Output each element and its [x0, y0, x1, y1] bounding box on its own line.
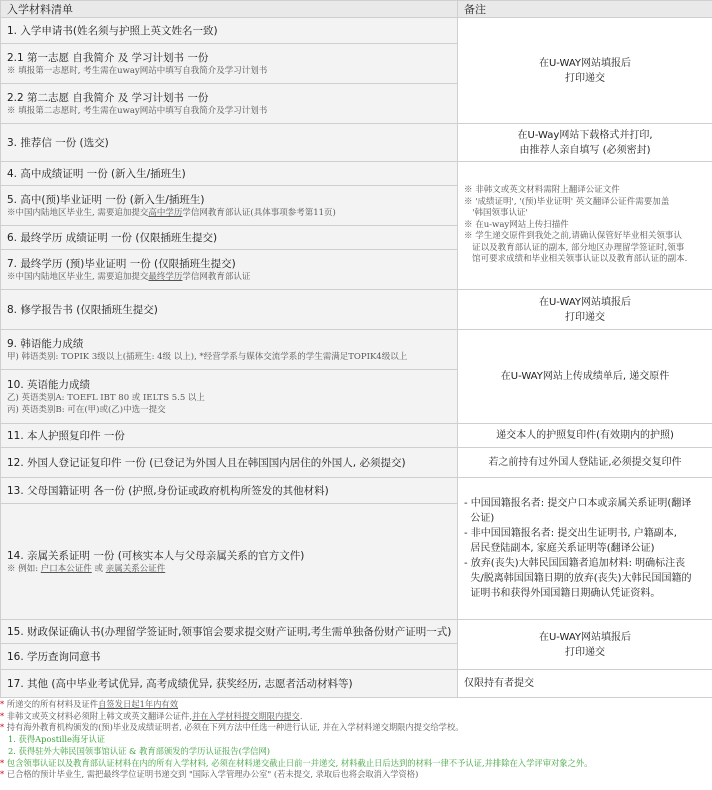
item-label: 10. 英语能力成绩	[7, 379, 91, 391]
item-note: 丙) 英语类别B: 可在(甲)或(乙)中选一提交	[7, 405, 166, 415]
star-mark: *	[0, 710, 5, 721]
footer-line-2	[0, 711, 712, 723]
item-9	[1, 330, 458, 370]
item-16	[1, 644, 458, 670]
note-4-7	[458, 162, 712, 290]
table-row	[1, 124, 712, 162]
item-note: ※ 填报第二志愿时, 考生需在uway网站中填写自我简介及学习计划书	[7, 106, 268, 116]
item-note	[7, 207, 457, 219]
header-materials: 入学材料清单	[1, 1, 458, 18]
footer-line-4	[0, 734, 712, 746]
note-11	[458, 424, 712, 448]
table-row	[1, 290, 712, 330]
note-line: ※ '成绩证明', '(预)毕业证明' 英文翻译公证件需要加盖	[464, 196, 670, 207]
note-line: - 非中国国籍报名者: 提交出生证明书, 户籍副本,	[464, 528, 677, 539]
note-list	[464, 185, 706, 266]
note-line: 在U-WAY网站上传成绩单后, 递交原件	[500, 371, 670, 382]
note-line: - 放弃(丧失)大韩民国国籍者追加材料: 明确标注丧	[464, 558, 686, 569]
note-line: ※ 在u-way网站上传扫描件	[464, 219, 569, 230]
note-line: 打印递交	[565, 311, 605, 323]
note-line: 由推荐人亲自填写 (必须密封)	[519, 144, 651, 156]
footer-text: 1. 获得Apostille海牙认证	[8, 734, 106, 745]
table-row	[1, 18, 712, 44]
star-mark: *	[0, 722, 5, 733]
footer-text: 持有海外教育机构颁发的(预)毕业及成绩证明者, 必须在下列方法中任选一种进行认证, 并在入学材料递交期限内提交给学校。	[6, 722, 464, 733]
item-note: 乙) 英语类别A: TOEFL IBT 80 或 IELTS 5.5 以上	[7, 393, 205, 403]
note-text: 学信网教育部认证(具体事项参考第11页)	[182, 208, 336, 218]
note-line: ※ 学生递交原件到我处之前,请确认保管好毕业相关领事认	[464, 231, 682, 242]
star-mark: *	[0, 769, 5, 780]
footer-line-5	[0, 746, 712, 758]
note-line: '韩国领事认证'	[464, 208, 528, 219]
note-text: ※ 例如:	[7, 564, 41, 574]
footer-link: 并在入学材料提交期限内提交	[191, 710, 300, 721]
item-note: 甲) 韩语类别: TOPIK 3级以上(插班生: 4级 以上), *经营学系与媒体交流学系的学生需满足TOPIK4级以上	[7, 352, 408, 362]
note-line: 在U-WAY网站填报后	[538, 296, 632, 308]
item-label: 9. 韩语能力成绩	[7, 338, 84, 350]
item-label: 6. 最终学历 成绩证明 一份 (仅限插班生提交)	[7, 232, 218, 244]
item-5	[1, 186, 458, 226]
star-mark: *	[0, 699, 5, 709]
note-link: 户口本公证件	[40, 564, 92, 574]
note-line: 证以及教育部认证的副本, 部分地区办理留学签证时,领事	[464, 242, 685, 253]
note-list	[464, 496, 706, 601]
note-8	[458, 290, 712, 330]
item-label: 2.1 第一志愿 自我简介 及 学习计划书 一份	[7, 52, 209, 64]
footer-text: 非韩文或英文材料必须附上韩文或英文翻译公证件,	[6, 710, 192, 721]
footer-line-7	[0, 769, 712, 781]
item-7	[1, 250, 458, 290]
note-line: 证明书和获得外国国籍日期确认凭证资料。	[464, 588, 661, 599]
note-line: 馆可要求成绩和毕业相关领事认证以及教育部认证的副本.	[464, 254, 688, 265]
item-label: 5. 高中(预)毕业证明 一份 (新入生/插班生)	[7, 194, 205, 206]
note-line: ※ 非韩文或英文材料需附上翻译公证文件	[464, 185, 620, 196]
note-9-10	[458, 330, 712, 424]
note-line: 打印递交	[565, 646, 605, 658]
item-10	[1, 370, 458, 424]
item-6	[1, 226, 458, 250]
table-row	[1, 448, 712, 478]
note-line: 递交本人的护照复印件(有效期内的护照)	[496, 430, 674, 441]
star-mark: *	[0, 757, 5, 768]
footer-line-1	[0, 699, 712, 711]
table-row	[1, 620, 712, 644]
note-line: 仅限持有者提交	[464, 678, 534, 689]
item-note	[7, 271, 457, 283]
note-13-14	[458, 478, 712, 620]
footer-text: 包含领事认证以及教育部认证材料在内的所有入学材料, 必须在材料递交截止日前一并递交, 材料截止日后达到的材料一律不予认证,并排除在入学评审对象之外。	[6, 757, 593, 768]
table-row	[1, 330, 712, 370]
item-2-2	[1, 84, 458, 124]
item-11	[1, 424, 458, 448]
item-label: 8. 修学报告书 (仅限插班生提交)	[7, 304, 158, 316]
item-17	[1, 670, 458, 698]
item-note: ※ 填报第一志愿时, 考生需在uway网站中填写自我简介及学习计划书	[7, 66, 268, 76]
footer-notes	[0, 699, 712, 781]
table-row	[1, 670, 712, 698]
note-line: 在U-WAY网站填报后	[538, 631, 632, 643]
footer-line-6	[0, 758, 712, 770]
item-8	[1, 290, 458, 330]
item-13	[1, 478, 458, 504]
item-label: 17. 其他 (高中毕业考试优异, 高考成绩优异, 获奖经历, 志愿者活动材料等)	[7, 678, 353, 690]
footer-text: 所递交的所有材料及证件	[6, 699, 99, 709]
item-label: 12. 外国人登记证复印件 一份 (已登记为外国人且在韩国国内居住的外国人, 必须提交)	[7, 457, 406, 469]
note-line: 公证)	[464, 513, 495, 524]
item-1	[1, 18, 458, 44]
item-label: 2.2 第二志愿 自我简介 及 学习计划书 一份	[7, 92, 209, 104]
note-link: 高中学历	[148, 208, 183, 218]
item-label: 1. 入学申请书(姓名须与护照上英文姓名一致)	[7, 25, 218, 37]
note-link: 最终学历	[148, 272, 183, 282]
item-14	[1, 504, 458, 620]
item-15	[1, 620, 458, 644]
item-4	[1, 162, 458, 186]
note-link: 亲属关系公证件	[105, 564, 166, 574]
note-text: ※中国内陆地区毕业生, 需要追加提交	[7, 272, 149, 282]
item-label: 16. 学历查询同意书	[7, 651, 101, 663]
note-text: 或	[91, 564, 106, 574]
footer-text: 2. 获得驻外大韩民国领事馆认证 & 教育部颁发的学历认证报告(学信网)	[8, 745, 271, 756]
header-remarks: 备注	[458, 1, 712, 18]
note-line: 在U-WAY网站填报后	[538, 57, 632, 69]
item-label: 3. 推荐信 一份 (选交)	[7, 137, 109, 149]
note-line: - 中国国籍报名者: 提交户口本或亲属关系证明(翻译	[464, 498, 692, 509]
footer-text: 已合格的预计毕业生, 需把最终学位证明书递交到 "国际入学管理办公室" (若未提交, 录取后也将会取消入学资格)	[6, 769, 419, 780]
item-note	[7, 563, 457, 575]
table-row	[1, 478, 712, 504]
item-label: 7. 最终学历 (预)毕业证明 一份 (仅限插班生提交)	[7, 258, 236, 270]
note-line: 在U-Way网站下载格式并打印,	[517, 129, 653, 141]
footer-line-3	[0, 722, 712, 734]
item-label: 15. 财政保证确认书(办理留学签证时,领事馆会要求提交财产证明,考生需单独备份财产证明一式)	[7, 626, 452, 638]
note-text: 学信网教育部认证	[182, 272, 251, 282]
footer-link: 自签发日起1年内有效	[98, 699, 179, 709]
table-header	[1, 1, 712, 18]
note-line: 失/脱离韩国国籍日期的放弃(丧失)大韩民国国籍的	[464, 573, 692, 584]
note-text: ※中国内陆地区毕业生, 需要追加提交	[7, 208, 149, 218]
item-label: 14. 亲属关系证明 一份 (可核实本人与父母亲属关系的官方文件)	[7, 550, 305, 562]
note-15-16	[458, 620, 712, 670]
item-2-1	[1, 44, 458, 84]
note-line: 打印递交	[565, 72, 605, 84]
table-row	[1, 424, 712, 448]
footer-text: .	[299, 710, 303, 721]
note-3	[458, 124, 712, 162]
item-label: 13. 父母国籍证明 各一份 (护照,身份证或政府机构所签发的其他材料)	[7, 485, 329, 497]
item-label: 4. 高中成绩证明 一份 (新入生/插班生)	[7, 168, 186, 180]
note-12	[458, 448, 712, 478]
item-3	[1, 124, 458, 162]
note-line: 若之前持有过外国人登陆证,必须提交复印件	[488, 457, 682, 468]
note-line: 居民登陆副本, 家庭关系证明等(翻译公证)	[464, 543, 655, 554]
note-1-2	[458, 18, 712, 124]
item-label: 11. 本人护照复印件 一份	[7, 430, 125, 442]
note-17	[458, 670, 712, 698]
table-row	[1, 162, 712, 186]
item-12	[1, 448, 458, 478]
